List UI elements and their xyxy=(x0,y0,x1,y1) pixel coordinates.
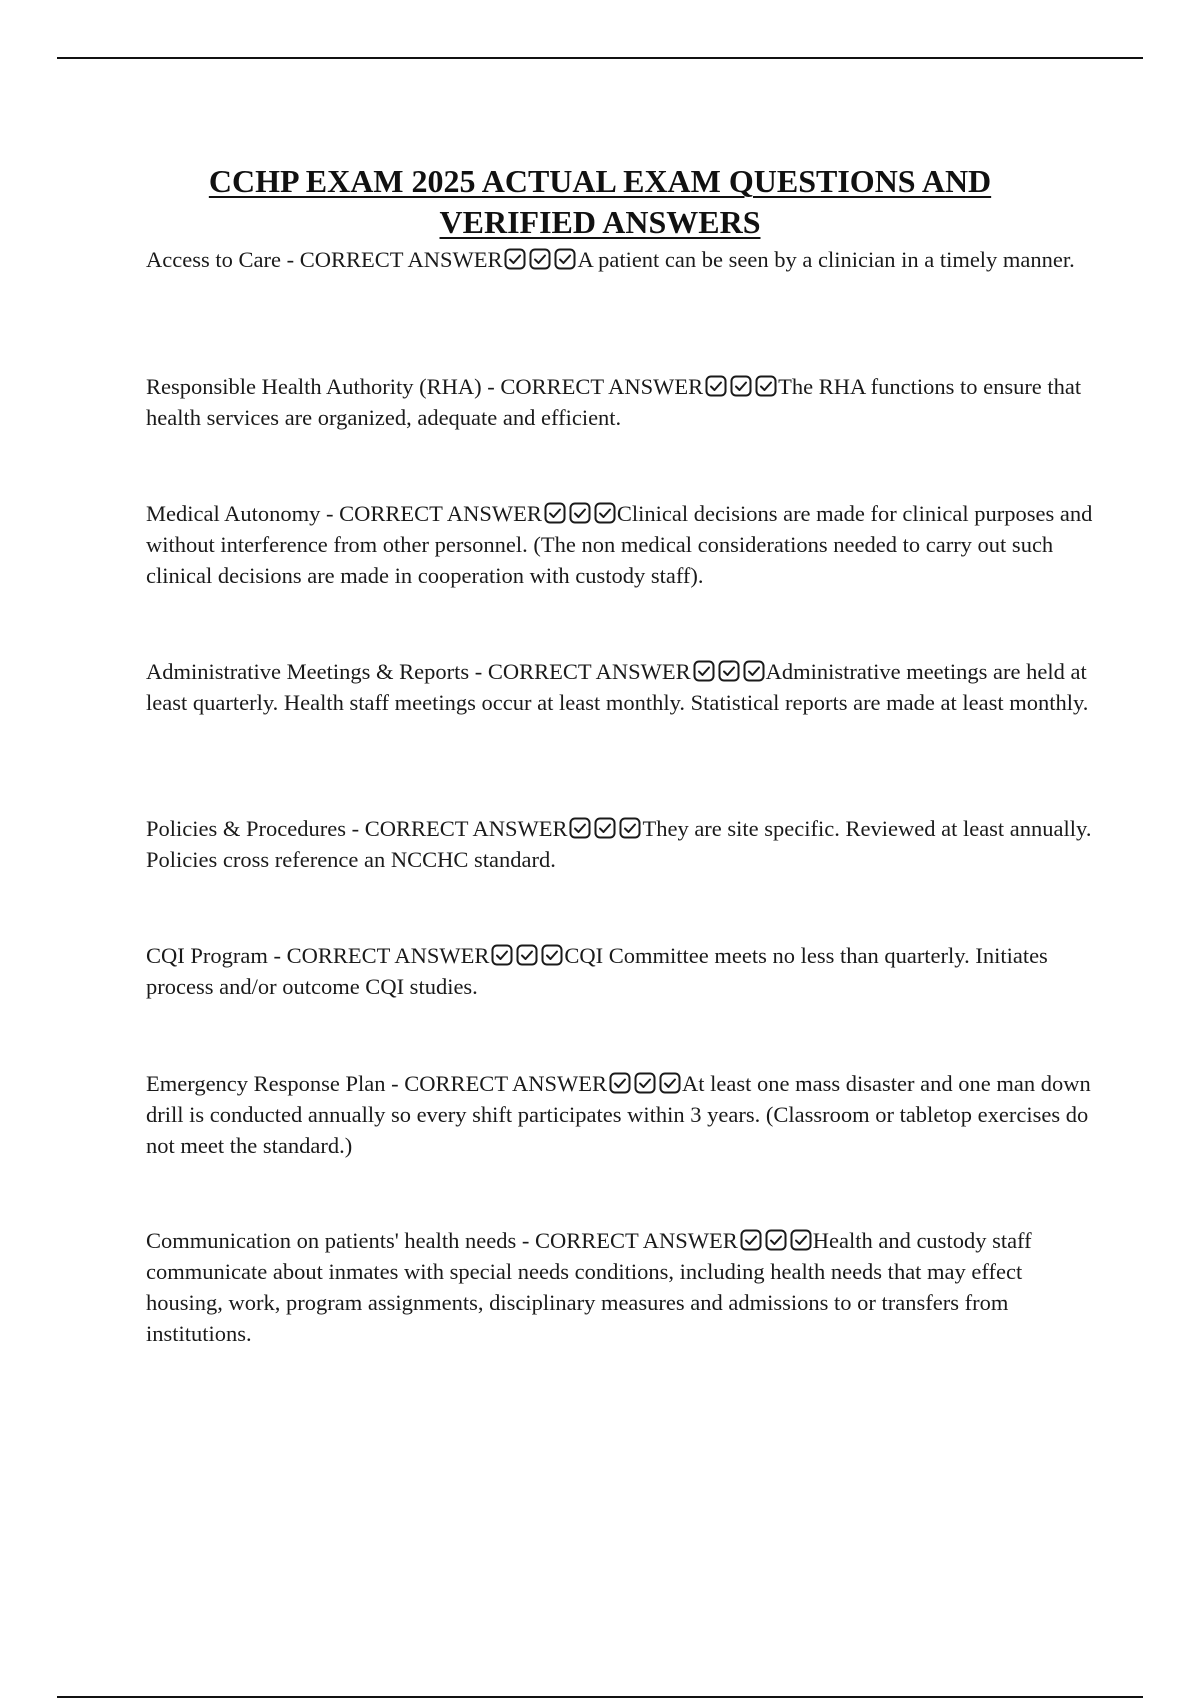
check-box-icon xyxy=(569,817,591,839)
qa-answer-label: CORRECT ANSWER xyxy=(299,247,503,272)
qa-item xyxy=(146,498,1096,591)
check-box-icon xyxy=(634,1072,656,1094)
qa-answer-label: CORRECT ANSWER xyxy=(500,374,704,399)
qa-term: Access to Care xyxy=(146,247,281,272)
qa-item xyxy=(146,656,1096,718)
check-box-icon xyxy=(491,944,513,966)
qa-term: CQI Program xyxy=(146,943,268,968)
qa-answer: Health and custody staff communicate about inmates with special needs conditions, including health needs that may effect housing, work, program assignments, disciplinary measures and admissions to or transfers from institutions. xyxy=(146,1228,1032,1346)
qa-term: Communication on patients' health needs xyxy=(146,1228,517,1253)
check-box-icon xyxy=(554,248,576,270)
qa-item xyxy=(146,1225,1096,1349)
qa-separator: - xyxy=(267,943,287,968)
check-box-icon xyxy=(755,375,777,397)
qa-item xyxy=(146,940,1096,1002)
check-box-icon xyxy=(740,1229,762,1251)
check-box-icon xyxy=(619,817,641,839)
qa-answer: They are site specific. Reviewed at least annually. Policies cross reference an NCCHC standard. xyxy=(146,816,1092,872)
qa-separator: - xyxy=(516,1228,535,1253)
qa-term: Responsible Health Authority (RHA) xyxy=(146,374,482,399)
qa-item xyxy=(146,1068,1096,1161)
qa-answer-label: CORRECT ANSWER xyxy=(534,1228,738,1253)
page-title xyxy=(57,161,1143,243)
check-box-icon xyxy=(693,660,715,682)
qa-separator: - xyxy=(481,374,501,399)
qa-answer: A patient can be seen by a clinician in a timely manner. xyxy=(577,247,1075,272)
check-box-icon xyxy=(790,1229,812,1251)
check-box-icon xyxy=(718,660,740,682)
check-box-icon xyxy=(516,944,538,966)
check-box-icon xyxy=(594,817,616,839)
check-box-icon xyxy=(529,248,551,270)
qa-answer-label: CORRECT ANSWER xyxy=(286,943,490,968)
check-box-icon xyxy=(541,944,563,966)
qa-answer: CQI Committee meets no less than quarterly. Initiates process and/or outcome CQI studies. xyxy=(146,943,1048,999)
check-box-icon xyxy=(504,248,526,270)
check-box-icon xyxy=(544,502,566,524)
title-line-2: VERIFIED ANSWERS xyxy=(439,204,761,241)
bottom-rule xyxy=(57,1696,1143,1698)
qa-item xyxy=(146,244,1096,275)
title-line-1: CCHP EXAM 2025 ACTUAL EXAM QUESTIONS AND xyxy=(208,163,992,200)
qa-item xyxy=(146,371,1096,433)
check-box-icon xyxy=(609,1072,631,1094)
qa-separator: - xyxy=(280,247,300,272)
qa-answer: Clinical decisions are made for clinical purposes and without interference from other personnel. (The non medical considerations needed to carry out such clinical decisions are made in cooperation with custody staff). xyxy=(146,501,1093,588)
qa-answer: Administrative meetings are held at least quarterly. Health staff meetings occur at least monthly. Statistical reports are made at least monthly. xyxy=(146,659,1089,715)
check-box-icon xyxy=(743,660,765,682)
qa-answer: The RHA functions to ensure that health services are organized, adequate and efficient. xyxy=(146,374,1082,430)
qa-term: Medical Autonomy xyxy=(146,501,321,526)
check-box-icon xyxy=(705,375,727,397)
check-box-icon xyxy=(765,1229,787,1251)
check-box-icon xyxy=(730,375,752,397)
qa-answer-label: CORRECT ANSWER xyxy=(404,1071,608,1096)
qa-term: Emergency Response Plan xyxy=(146,1071,386,1096)
check-box-icon xyxy=(594,502,616,524)
qa-answer-label: CORRECT ANSWER xyxy=(364,816,568,841)
qa-answer-label: CORRECT ANSWER xyxy=(339,501,542,526)
check-box-icon xyxy=(659,1072,681,1094)
qa-term: Policies & Procedures xyxy=(146,816,346,841)
qa-item xyxy=(146,813,1096,875)
qa-answer-label: CORRECT ANSWER xyxy=(487,659,691,684)
qa-answer: At least one mass disaster and one man down drill is conducted annually so every shift participates within 3 years. (Classroom or tabletop exercises do not meet the standard.) xyxy=(146,1071,1091,1158)
qa-separator: - xyxy=(320,501,340,526)
qa-separator: - xyxy=(385,1071,405,1096)
qa-separator: - xyxy=(345,816,365,841)
check-box-icon xyxy=(569,502,591,524)
qa-separator: - xyxy=(469,659,488,684)
qa-term: Administrative Meetings & Reports xyxy=(146,659,470,684)
top-rule xyxy=(57,57,1143,59)
